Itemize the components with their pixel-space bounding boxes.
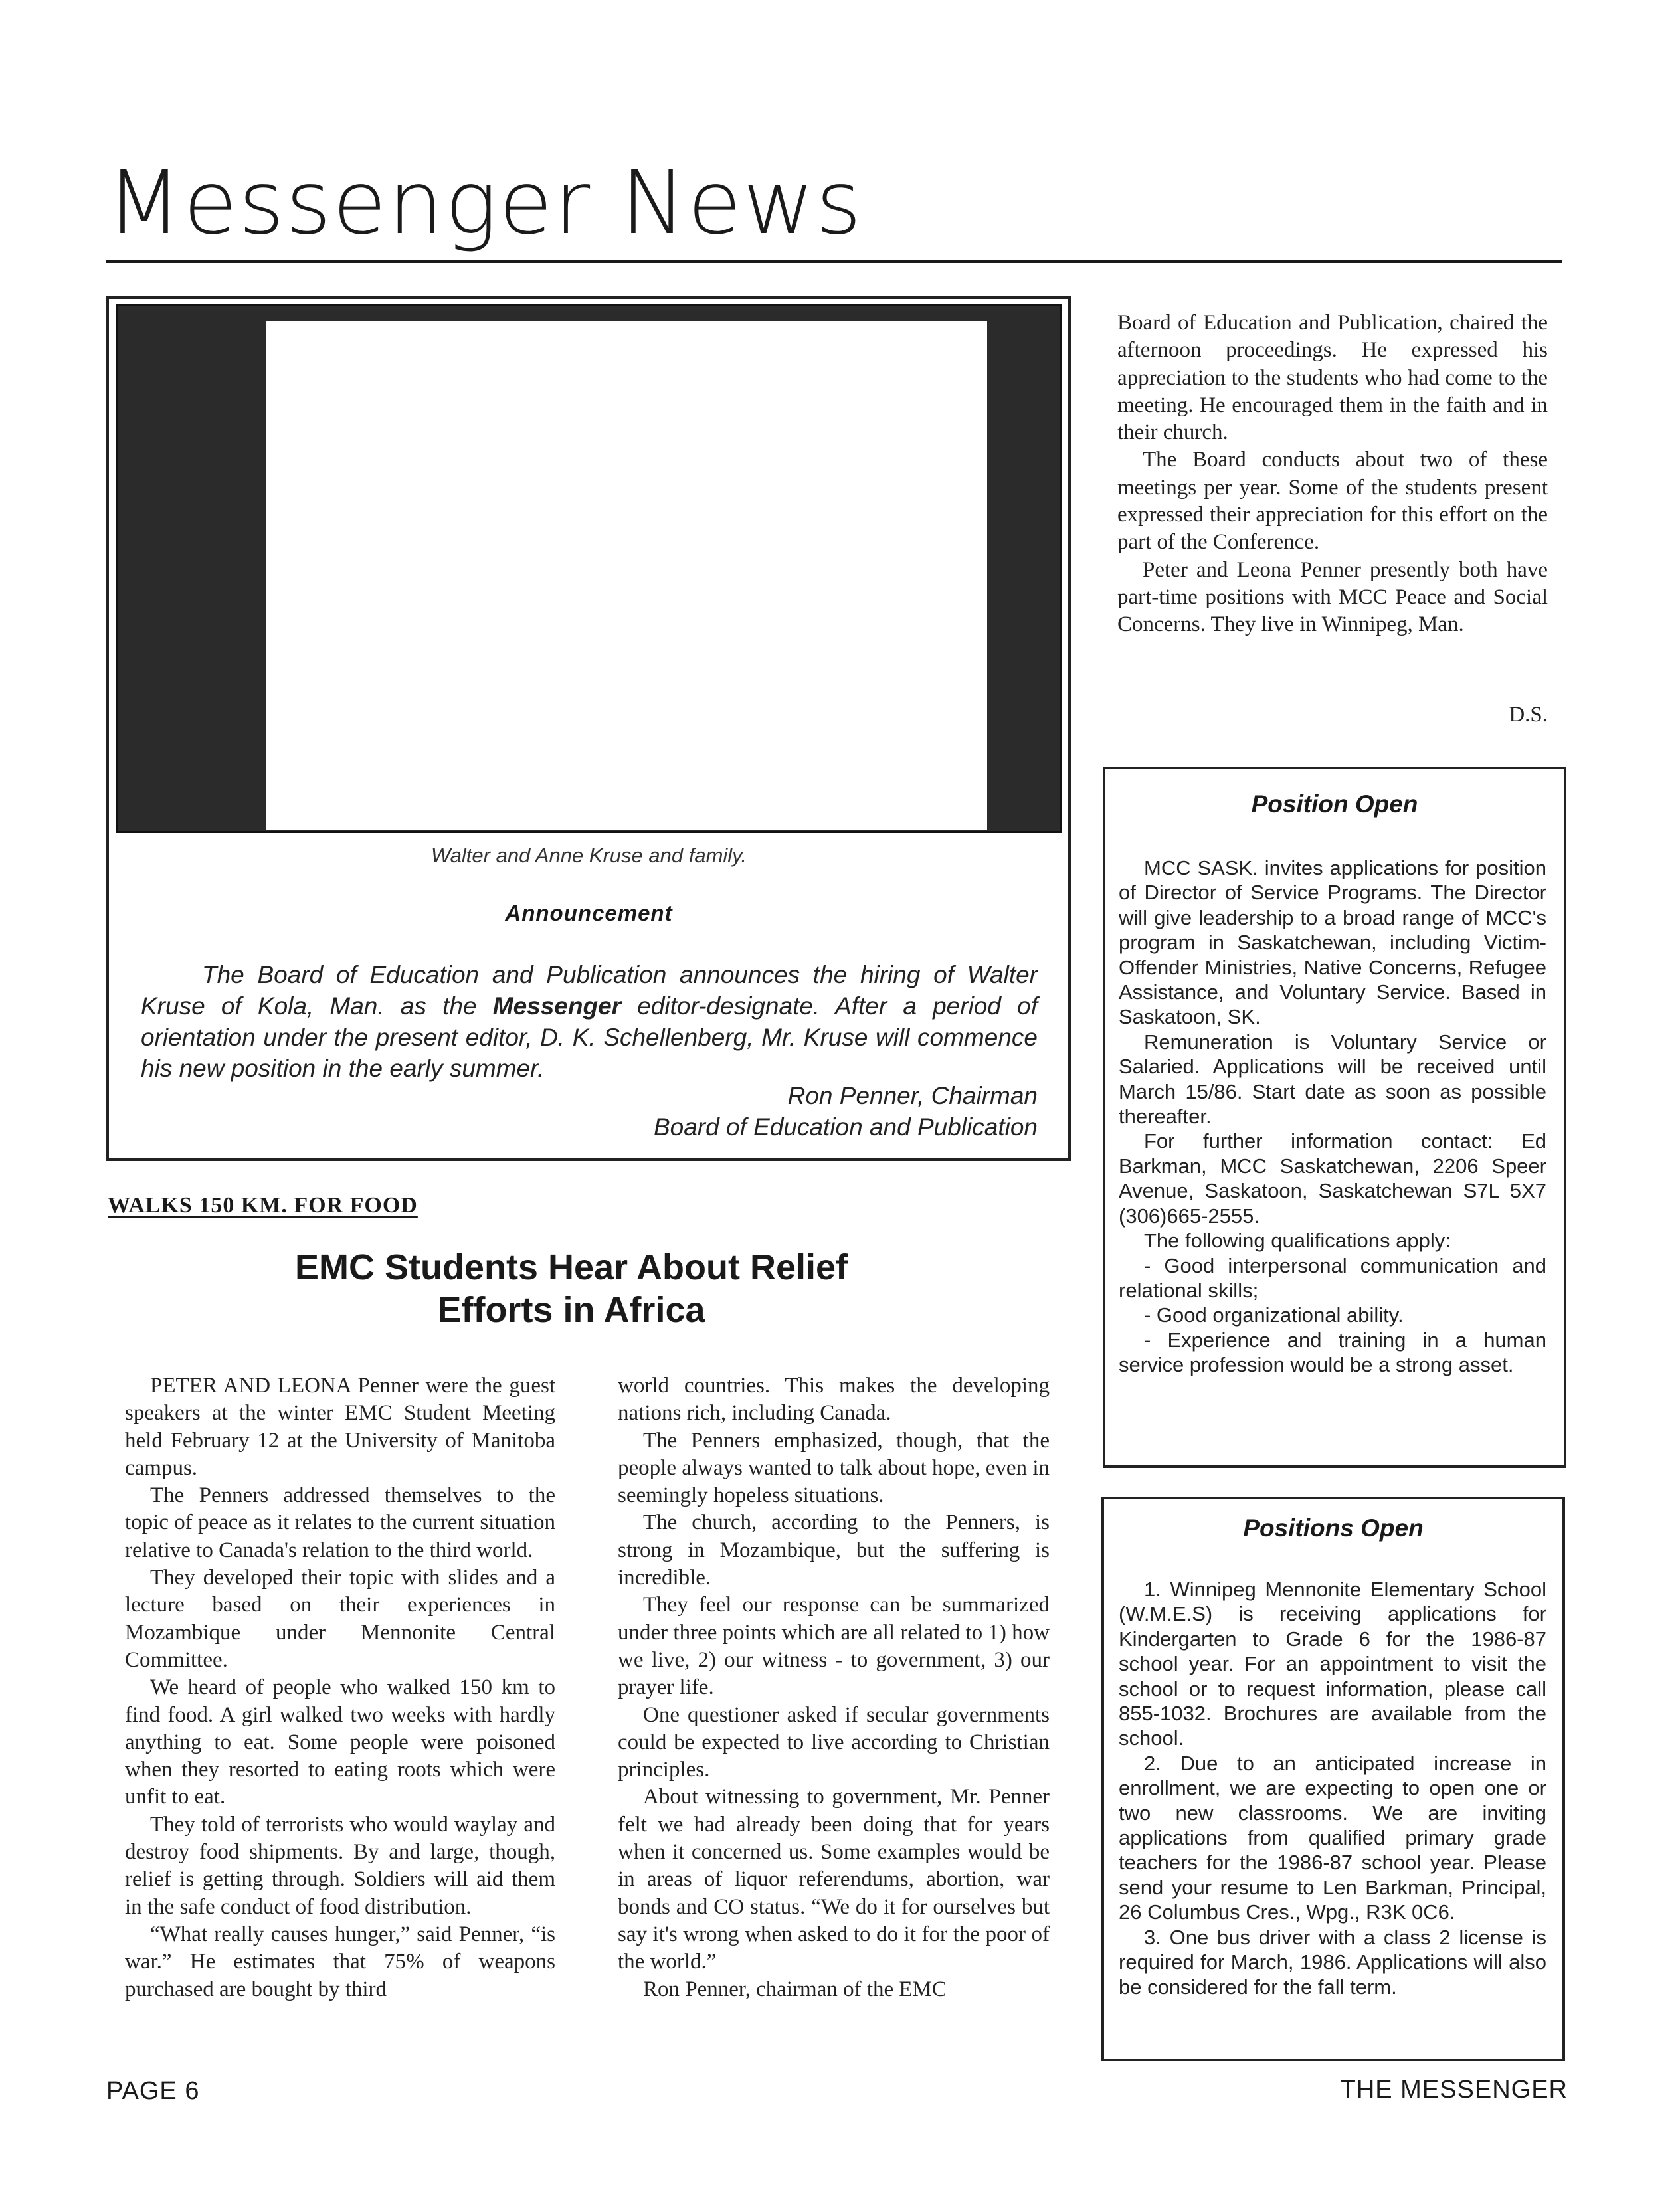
announcement-signature [465,1080,1038,1143]
article-paragraph: We heard of people who walked 150 km to find food. A girl walked two weeks with hardly anything to eat. Some people were poisoned when they resorted to eating roots which were unfit to eat. [125,1675,555,1809]
positions-open-title: Positions Open [1243,1515,1424,1542]
headline-line-1: EMC Students Hear About Relief [294,1247,848,1287]
photo-image-area [266,321,987,830]
article-paragraph: They feel our response can be summarized under three points which are all related to 1) how we live, 2) our witness - to government, 3) our prayer life. [618,1593,1050,1700]
article-paragraph-continued: Board of Education and Publication, chaired the afternoon proceedings. He expressed his appreciation to the students who had come to the meeting. He encouraged them in the faith and in their church. [1117,311,1548,445]
article-paragraph: About witnessing to government, Mr. Penner felt we had already been doing that for years when it concerned us. Some examples would be in areas of liquor referendums, abortion, war bonds and CO status. “We do it for ourselves but say it's wrong when asked to do it for the poor of the world.” [618,1785,1050,1974]
article-column-1 [125,1372,555,2003]
article-paragraph: PETER AND LEONA Penner were the guest speakers at the winter EMC Student Meeting held February 12 at the University of Manitoba campus. [125,1374,555,1480]
article-paragraph: The Penners emphasized, though, that the people always wanted to talk about hope, even in seemingly hopeless situations. [618,1428,1050,1508]
positions-open-body [1119,1577,1546,1999]
article-paragraph-continued: world countries. This makes the developing nations rich, including Canada. [618,1374,1050,1425]
masthead-rule [106,260,1562,263]
article-paragraph: The church, according to the Penners, is strong in Mozambique, but the suffering is incredible. [618,1511,1050,1590]
article-paragraph: One questioner asked if secular governments could be expected to live according to Christian principles. [618,1702,1050,1782]
masthead-title: Messenger News [106,152,863,254]
position-open-paragraph: For further information contact: Ed Barkman, MCC Saskatchewan, 2206 Speer Avenue, Saskatoon, Saskatchewan S7L 5X7 (306)665-2555. [1119,1129,1546,1228]
position-open-paragraph: - Good interpersonal communication and relational skills; [1119,1253,1546,1302]
position-open-paragraph: - Good organizational ability. [1144,1303,1404,1327]
announcement-body [141,959,1038,1084]
article-column-2 [618,1372,1050,2003]
positions-open-paragraph: 2. Due to an anticipated increase in enrollment, we are expecting to open one or two new classrooms. We are inviting applications from qualified primary grade teachers for the 1986-87 school year. Please send your resume to Len Barkman, Principal, 26 Columbus Cres., Wpg., R3K 0C6. [1119,1751,1546,1924]
article-paragraph: The Penners addressed themselves to the topic of peace as it relates to the current situation relative to Canada's relation to the third world. [125,1483,555,1562]
article-paragraph: They told of terrorists who would waylay and destroy food shipments. By and large, though, relief is getting through. Soldiers will aid them in the safe conduct of food distribution. [125,1812,555,1919]
article-headline [166,1246,977,1331]
photo-caption: Walter and Anne Kruse and family. [430,844,747,867]
article-kicker: WALKS 150 KM. FOR FOOD [108,1193,418,1218]
announcement-publication-name: Messenger [492,992,622,1020]
position-open-title: Position Open [1251,790,1418,818]
position-open-paragraph: MCC SASK. invites applications for position of Director of Service Programs. The Director will give leadership to a broad range of MCC's program in Saskatchewan, including Victim-Offender Ministries, Native Concerns, Refugee Assistance, and Voluntary Service. Based in Saskatoon, SK. [1119,856,1546,1029]
position-open-paragraph: - Experience and training in a human service profession would be a strong asset. [1119,1328,1546,1377]
page-number: PAGE 6 [106,2077,200,2105]
position-open-paragraph: The following qualifications apply: [1144,1229,1451,1253]
signature-name: Ron Penner, Chairman [787,1082,1038,1109]
article-paragraph: The Board conducts about two of these meetings per year. Some of the students present expressed their appreciation for this effort on the part of the Conference. [1117,448,1548,555]
position-open-body [1119,856,1546,1378]
article-paragraph: They developed their topic with slides and a lecture based on their experiences in Mozambique under Mennonite Central Committee. [125,1566,555,1672]
article-paragraph: “What really causes hunger,” said Penner, “is war.” He estimates that 75% of weapons purchased are bought by third [125,1922,555,2001]
article-paragraph: Ron Penner, chairman of the EMC [643,1977,947,2001]
signature-organization: Board of Education and Publication [653,1113,1038,1141]
article-column-3 [1117,310,1548,639]
article-paragraph: Peter and Leona Penner presently both have part-time positions with MCC Peace and Social Concerns. They live in Winnipeg, Man. [1117,557,1548,637]
announcement-body-end: editor-designate. After a period of orientation under the present editor, D. K. Schellenberg, Mr. Kruse will commence his new position in the early summer. [141,992,1038,1082]
headline-line-2: Efforts in Africa [437,1290,705,1330]
publication-name: THE MESSENGER [1340,2076,1568,2104]
positions-open-paragraph: 1. Winnipeg Mennonite Elementary School (W.M.E.S) is receiving applications for Kindergarten to Grade 6 for the 1986-87 school year. For an appointment to visit the school or to request information, please call 855-1032. Brochures are available from the school. [1119,1578,1546,1750]
announcement-body-start: The Board of Education and Publication announces the hiring of Walter Kruse of Kola, Man. as the [141,961,1038,1020]
announcement-heading: Announcement [505,901,673,925]
positions-open-paragraph: 3. One bus driver with a class 2 license is required for March, 1986. Applications will also be considered for the fall term. [1119,1925,1546,1999]
position-open-paragraph: Remuneration is Voluntary Service or Salaried. Applications will be received until March 15/86. Start date as soon as possible thereafter. [1119,1030,1546,1129]
article-signoff: D.S. [1509,703,1548,727]
